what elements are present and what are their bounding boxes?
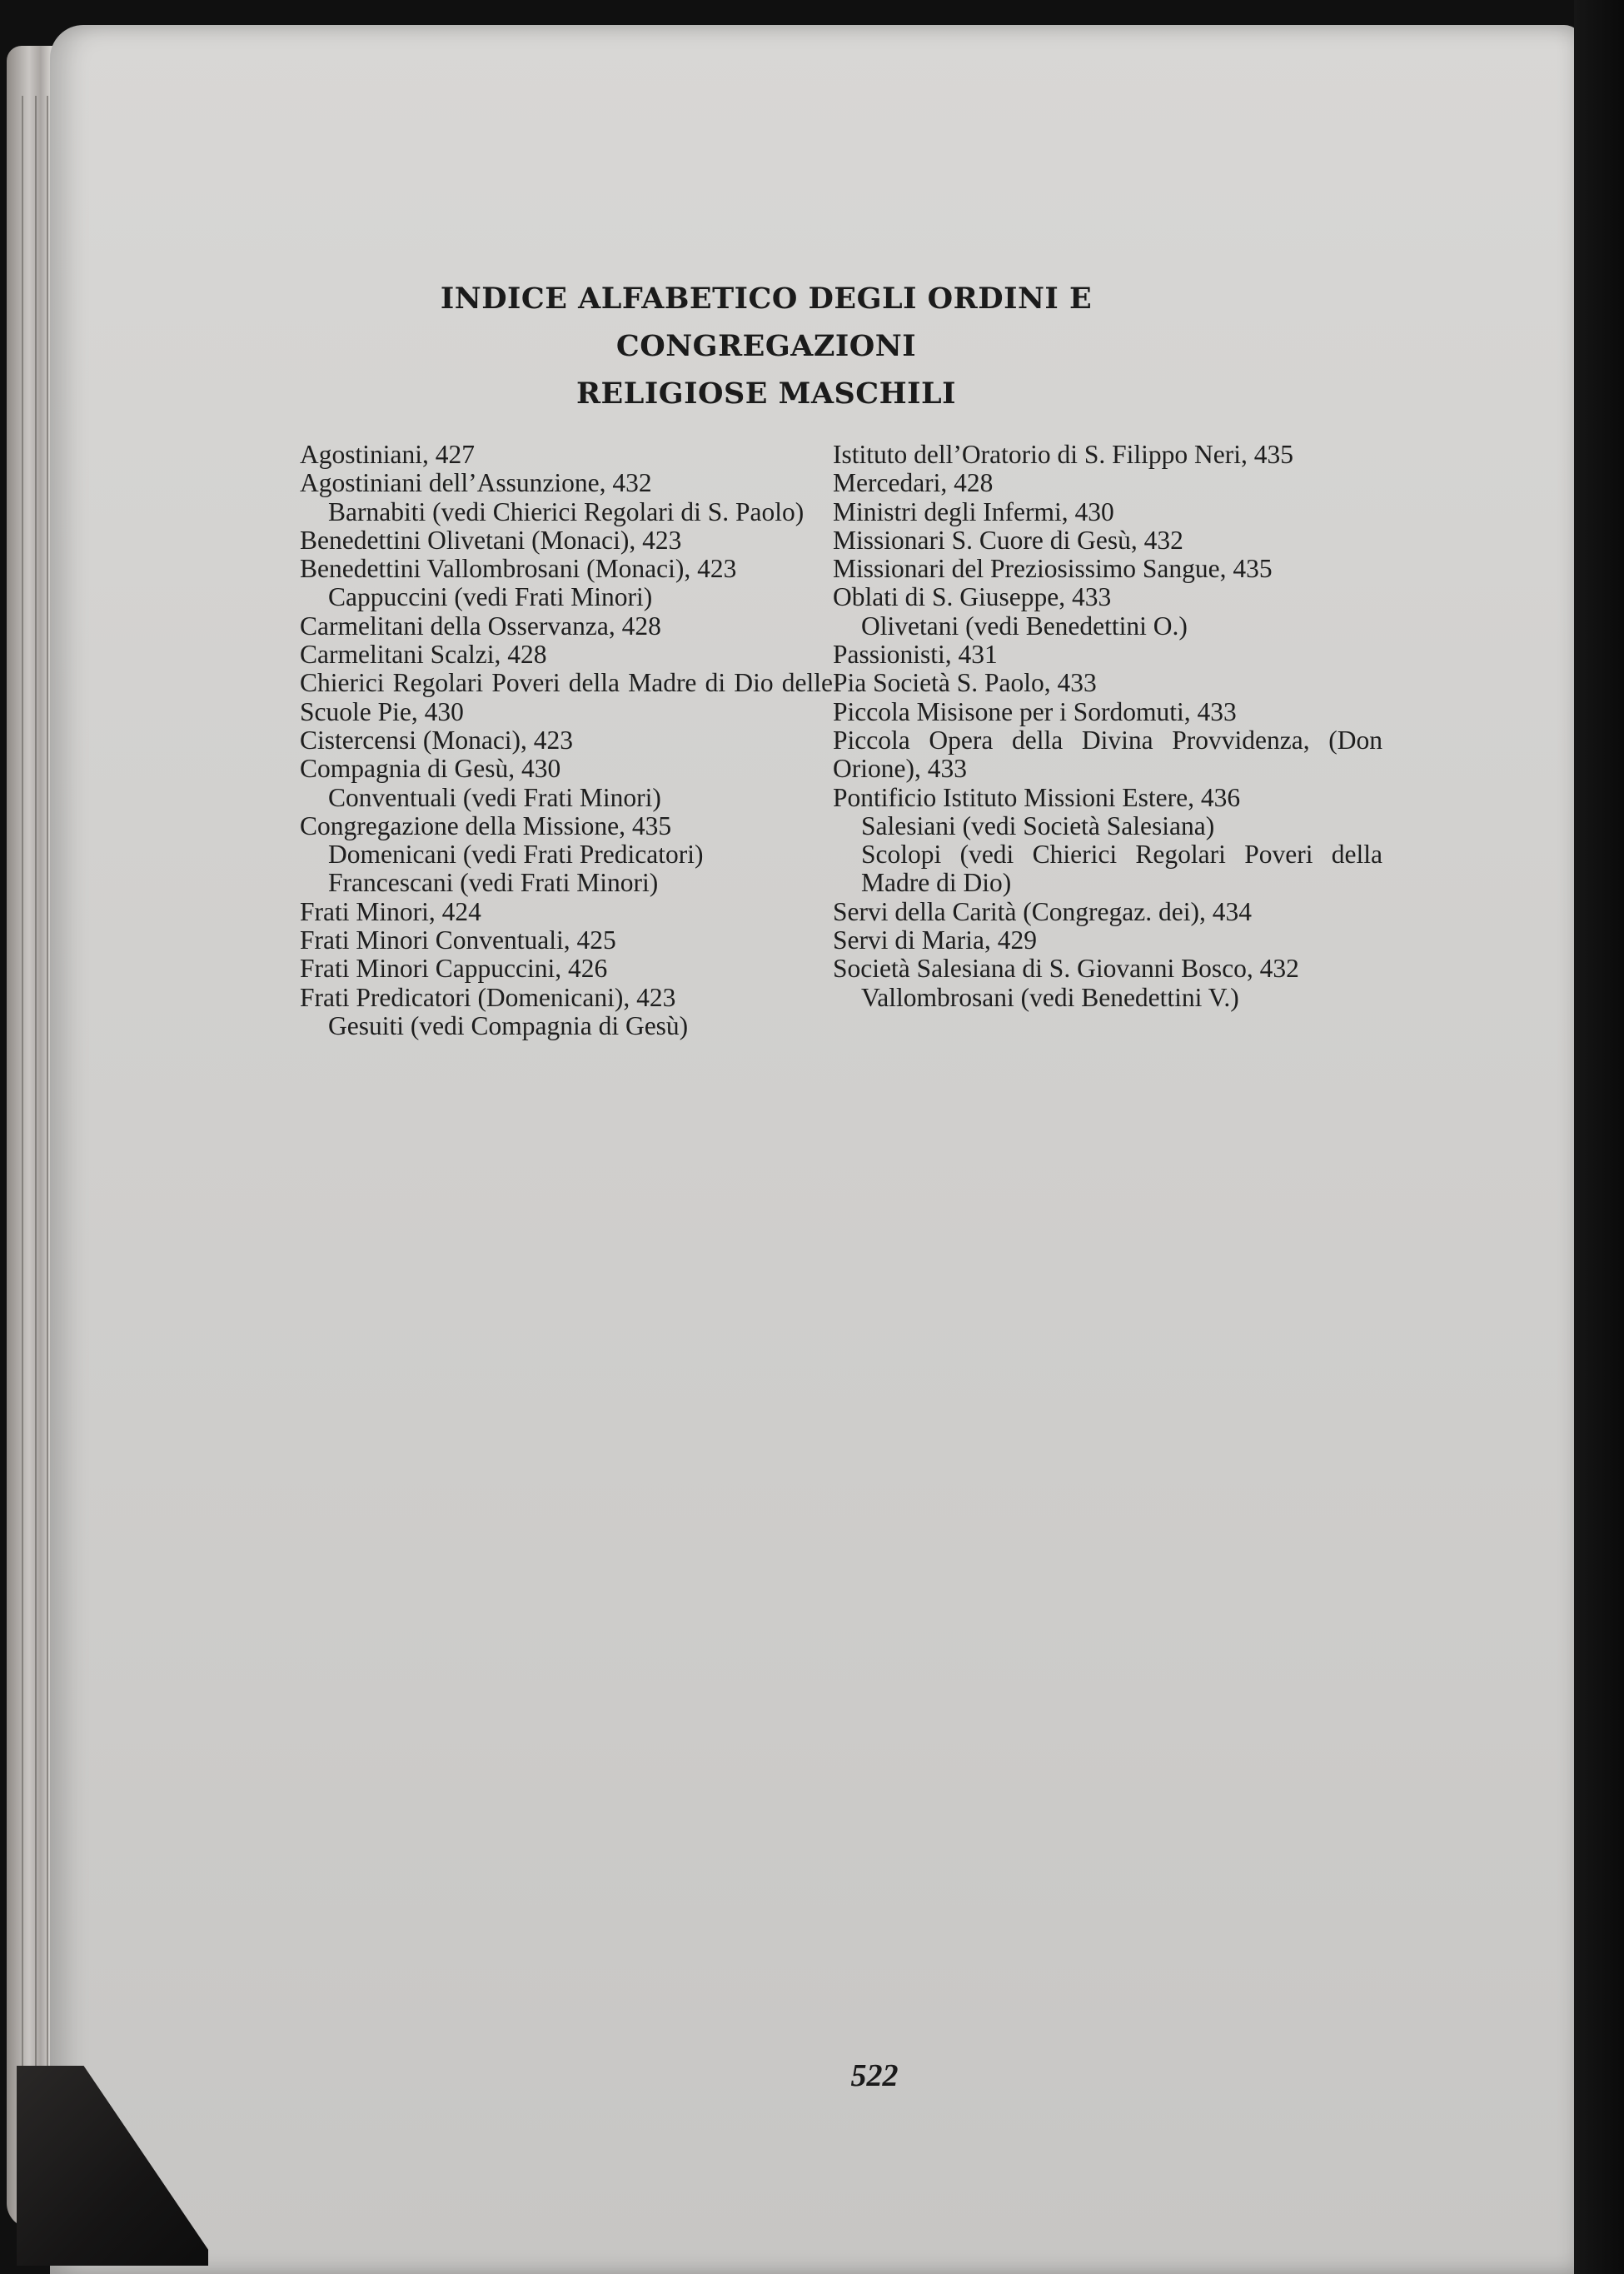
title-line-2: RELIGIOSE MASCHILI bbox=[575, 377, 957, 411]
index-entry: Gesuiti (vedi Compagnia di Gesù) bbox=[328, 1010, 689, 1040]
index-entry: Conventuali (vedi Frati Minori) bbox=[328, 782, 661, 812]
index-entry: Società Salesiana di S. Giovanni Bosco, 432 bbox=[833, 954, 1299, 984]
index-entry: Piccola Opera della Divina Provvidenza, (Don Orione), 433 bbox=[833, 725, 1382, 784]
index-entry: Scolopi (vedi Chierici Regolari Poveri della Madre di Dio) bbox=[861, 840, 1382, 898]
index-entry: Carmelitani Scalzi, 428 bbox=[300, 640, 547, 670]
index-column-right bbox=[833, 441, 1382, 1012]
index-entry: Frati Minori Cappuccini, 426 bbox=[300, 954, 608, 984]
index-entry: Carmelitani della Osservanza, 428 bbox=[300, 611, 661, 641]
index-entry: Frati Predicatori (Domenicani), 423 bbox=[300, 982, 676, 1012]
index-column-left bbox=[300, 441, 833, 1040]
index-entry: Servi di Maria, 429 bbox=[833, 925, 1037, 955]
index-entry: Pia Società S. Paolo, 433 bbox=[833, 668, 1097, 698]
page-title bbox=[291, 275, 1241, 417]
index-entry: Agostiniani dell’Assunzione, 432 bbox=[300, 468, 652, 498]
index-entry: Frati Minori, 424 bbox=[300, 896, 481, 926]
index-entry: Compagnia di Gesù, 430 bbox=[300, 754, 561, 784]
index-entry: Domenicani (vedi Frati Predicatori) bbox=[328, 840, 704, 870]
index-entry: Frati Minori Conventuali, 425 bbox=[300, 925, 616, 955]
index-entry: Agostiniani, 427 bbox=[300, 440, 475, 469]
index-entry: Olivetani (vedi Benedettini O.) bbox=[861, 611, 1188, 641]
index-entry: Missionari del Preziosissimo Sangue, 435 bbox=[833, 554, 1273, 584]
book-page bbox=[50, 25, 1582, 2274]
index-entry: Istituto dell’Oratorio di S. Filippo Neri, 435 bbox=[833, 440, 1293, 469]
index-entry: Ministri degli Infermi, 430 bbox=[833, 496, 1114, 526]
index-entry: Oblati di S. Giuseppe, 433 bbox=[833, 582, 1112, 612]
index-entry: Benedettini Vallombrosani (Monaci), 423 bbox=[300, 554, 737, 584]
page-number: 522 bbox=[850, 2058, 899, 2093]
index-entry: Cappuccini (vedi Frati Minori) bbox=[328, 582, 653, 612]
index-entry: Salesiani (vedi Società Salesiana) bbox=[861, 810, 1215, 840]
index-entry: Cistercensi (Monaci), 423 bbox=[300, 725, 574, 755]
index-entry: Piccola Misisone per i Sordomuti, 433 bbox=[833, 696, 1237, 726]
right-shadow bbox=[1574, 0, 1624, 2274]
title-line-1: INDICE ALFABETICO DEGLI ORDINI E CONGREGAZIONI bbox=[440, 282, 1093, 363]
page-edge-line bbox=[22, 96, 23, 2228]
index-entry: Francescani (vedi Frati Minori) bbox=[328, 868, 659, 898]
index-entry: Chierici Regolari Poveri della Madre di Dio delle Scuole Pie, 430 bbox=[300, 668, 833, 726]
index-entry: Passionisti, 431 bbox=[833, 640, 998, 670]
index-entry: Pontificio Istituto Missioni Estere, 436 bbox=[833, 782, 1241, 812]
index-entry: Benedettini Olivetani (Monaci), 423 bbox=[300, 525, 682, 555]
page-edge-line bbox=[35, 96, 37, 2228]
index-entry: Servi della Carità (Congregaz. dei), 434 bbox=[833, 896, 1252, 926]
index-entry: Congregazione della Missione, 435 bbox=[300, 810, 672, 840]
page-edge-line bbox=[47, 96, 48, 2228]
index-entry: Missionari S. Cuore di Gesù, 432 bbox=[833, 525, 1183, 555]
index-entry: Mercedari, 428 bbox=[833, 468, 994, 498]
index-entry: Vallombrosani (vedi Benedettini V.) bbox=[861, 982, 1239, 1012]
index-entry: Barnabiti (vedi Chierici Regolari di S. Paolo) bbox=[328, 496, 805, 526]
